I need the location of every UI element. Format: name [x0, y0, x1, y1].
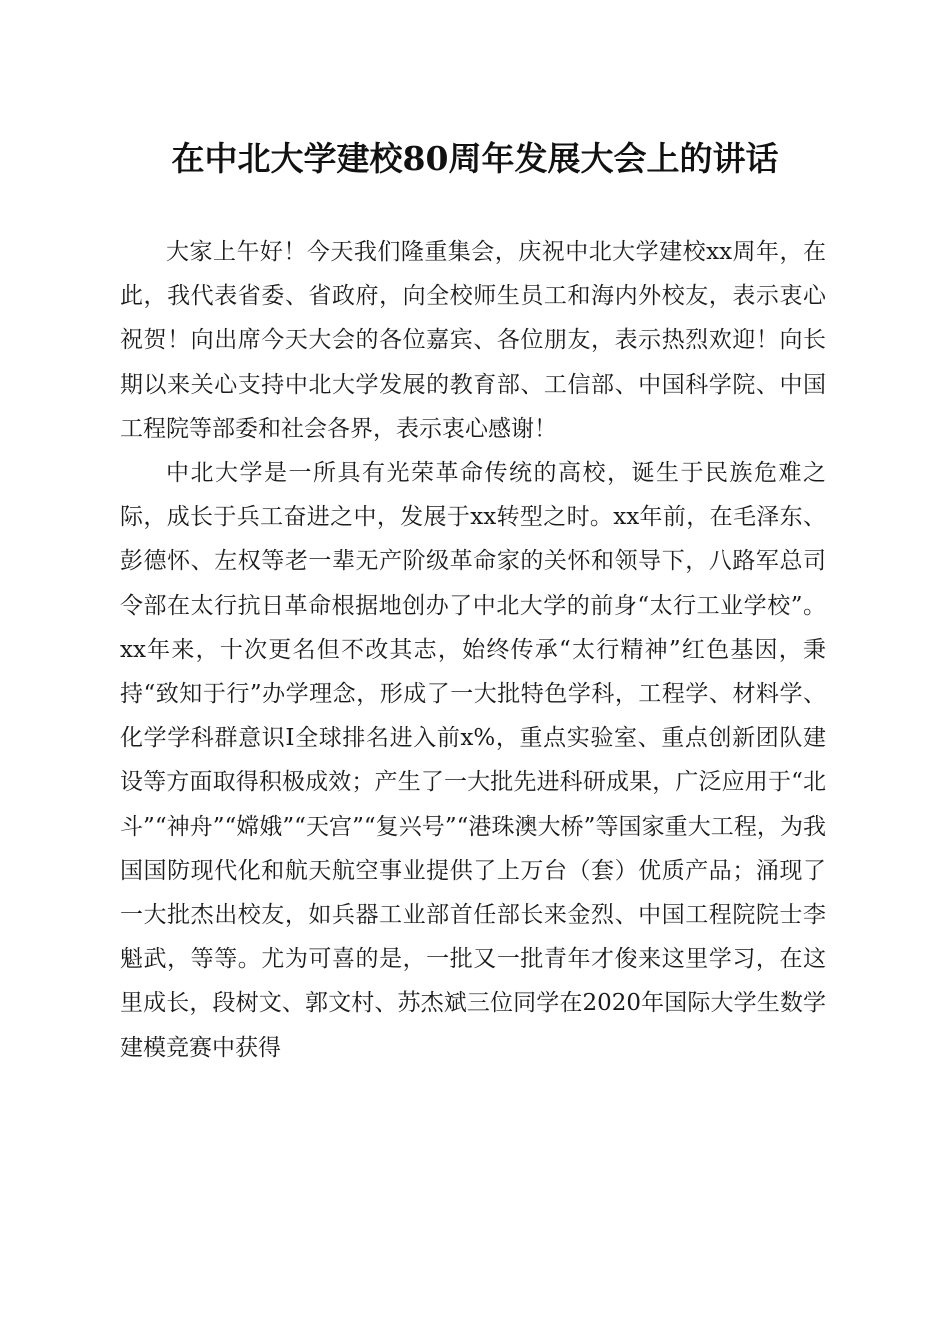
paragraph-history: 中北大学是一所具有光荣革命传统的高校，诞生于民族危难之际，成长于兵工奋进之中，发展于xx转型之时。xx年前，在毛泽东、彭德怀、左权等老一辈无产阶级革命家的关怀和领导下，八路军总司令部在太行抗日革命根据地创办了中北大学的前身“太行工业学校”。xx年来，十次更名但不改其志，始终传承“太行精神”红色基因，秉持“致知于行”办学理念，形成了一大批特色学科，工程学、材料学、化学学科群意识Ⅰ全球排名进入前x%，重点实验室、重点创新团队建设等方面取得积极成效；产生了一大批先进科研成果，广泛应用于“北斗”“神舟”“嫦娥”“天宫”“复兴号”“港珠澳大桥”等国家重大工程，为我国国防现代化和航天航空事业提供了上万台（套）优质产品；涌现了一大批杰出校友，如兵器工业部首任部长来金烈、中国工程院院士李魁武，等等。尤为可喜的是，一批又一批青年才俊来这里学习，在这里成长，段树文、郭文村、苏杰斌三位同学在2020年国际大学生数学建模竞赛中获得 [120, 460, 826, 1061]
paragraph-greeting: 大家上午好！今天我们隆重集会，庆祝中北大学建校xx周年，在此，我代表省委、省政府，向全校师生员工和海内外校友，表示衷心祝贺！向出席今天大会的各位嘉宾、各位朋友，表示热烈欢迎！向长期以来关心支持中北大学发展的教育部、工信部、中国科学院、中国工程院等部委和社会各界，表示衷心感谢！ [120, 239, 826, 442]
document-body [120, 230, 826, 1070]
document-title: 在中北大学建校80周年发展大会上的讲话 [171, 139, 779, 178]
